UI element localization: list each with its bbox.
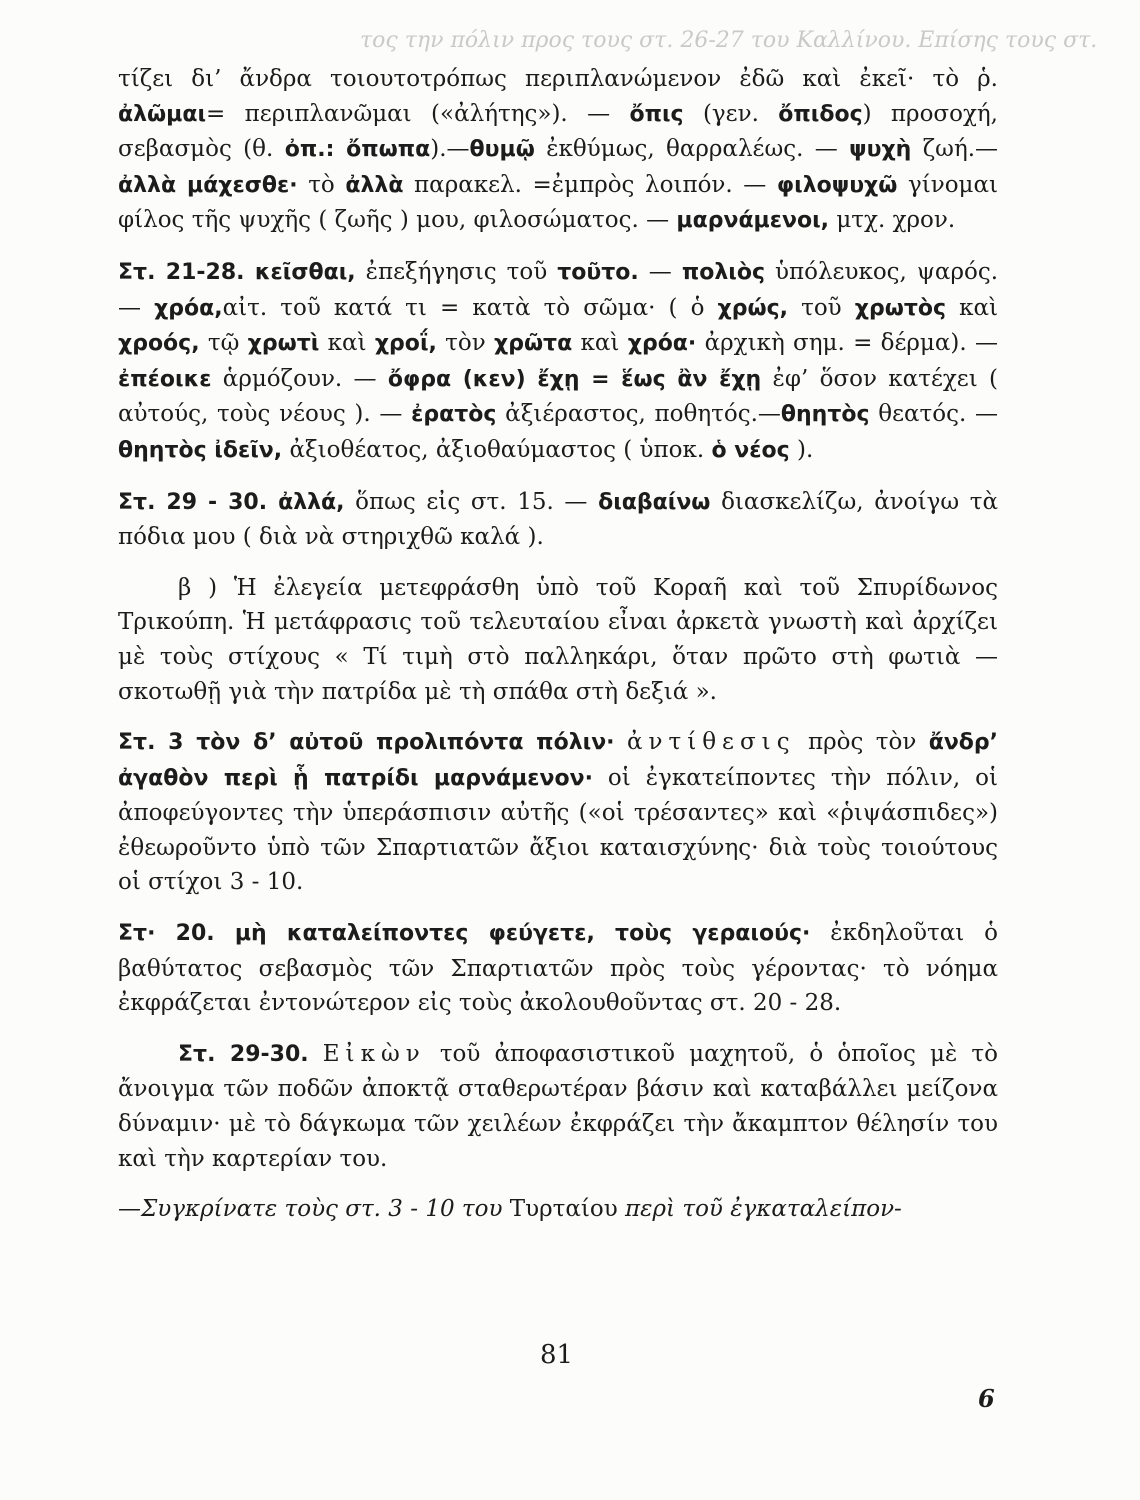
- page-number: 81: [540, 1340, 574, 1370]
- paragraph-compare: —Συγκρίνατε τοὺς στ. 3 - 10 του Τυρταίου περὶ τοῦ ἐγκαταλείπον-: [118, 1196, 902, 1223]
- signature-mark: 6: [978, 1384, 995, 1413]
- paragraph-verses-21-28: Στ. 21-28. κεῖσθαι, ἐπεξήγησις τοῦ τοῦτο. — πολιὸς ὑπόλευκος, ψαρός. — χρόα,αἰτ. τοῦ κατά τι = κατὰ τὸ σῶμα· ( ὁ χρώς, τοῦ χρωτὸς καὶ χροός, τῷ χρωτὶ καὶ χροΐ, τὸν χρῶτα καὶ χρόα· ἀρχικὴ σημ. = δέρμα). — ἐπέοικε ἁρμόζουν. — ὄφρα (κεν) ἔχῃ = ἕως ἂν ἔχῃ ἐφ’ ὅσον κατέχει ( αὐτούς, τοὺς νέους ). — ἐρατὸς ἀξιέραστος, ποθητός.—θηητὸς θεατός. — θηητὸς ἰδεῖν, ἀξιοθέατος, ἀξιοθαύμαστος ( ὑποκ. ὁ νέος ).: [118, 258, 999, 463]
- page-body: [118, 62, 998, 1227]
- paragraph-verses-29-30: Στ. 29 - 30. ἀλλά, ὅπως εἰς στ. 15. — διαβαίνω διασκελίζω, ἀνοίγω τὰ πόδια μου ( διὰ νὰ στηριχθῶ καλά ).: [118, 488, 998, 551]
- paragraph-verses-29-30-image: Στ. 29-30. Εἰκὼν τοῦ ἀποφασιστικοῦ μαχητοῦ, ὁ ὁποῖος μὲ τὸ ἄνοιγμα τῶν ποδῶν ἀποκτᾷ σταθερωτέραν βάσιν καὶ καταβάλλει μείζονα δύναμιν· μὲ τὸ δάγκωμα τῶν χειλέων ἐκφράζει τὴν ἄκαμπτον θέλησίν του καὶ τὴν καρτερίαν του.: [118, 1040, 998, 1172]
- paragraph-verse-3: Στ. 3 τὸν δ’ αὐτοῦ προλιπόντα πόλιν· ἀντίθεσις πρὸς τὸν ἄνδρ’ ἀγαθὸν περὶ ᾗ πατρίδι μαρνάμενον· οἱ ἐγκατείποντες τὴν πόλιν, οἱ ἀποφεύγοντες τὴν ὑπεράσπισιν αὐτῆς («οἱ τρέσαντες» καὶ «ῥιψάσπιδες») ἐθεωροῦντο ὑπὸ τῶν Σπαρτιατῶν ἄξιοι καταισχύνης· διὰ τοὺς τοιούτους οἱ στίχοι 3 - 10.: [118, 729, 999, 896]
- paragraph-translation: β ) Ἡ ἐλεγεία μετεφράσθη ὑπὸ τοῦ Κοραῆ καὶ τοῦ Σπυρίδωνος Τρικούπη. Ἡ μετάφρασις τοῦ τελευταίου εἶναι ἀρκετὰ γνωστὴ καὶ ἀρχίζει μὲ τοὺς στίχους « Τί τιμὴ στὸ παλληκάρι, ὅταν πρῶτο στὴ φωτιὰ — σκοτωθῇ γιὰ τὴν πατρίδα μὲ τὴ σπάθα στὴ δεξιά ».: [118, 574, 998, 705]
- paragraph-glossary-1: τίζει δι’ ἄνδρα τοιουτοτρόπως περιπλανώμενον ἐδῶ καὶ ἐκεῖ· τὸ ῥ. ἀλῶμαι= περιπλανῶμαι («ἀλήτης»). — ὄπις (γεν. ὄπιδος) προσοχή, σεβασμὸς (θ. ὀπ.: ὄπωπα).—θυμῷ ἐκθύμως, θαρραλέως. — ψυχὴ ζωή.— ἀλλὰ μάχεσθε· τὸ ἀλλὰ παρακελ. =ἐμπρὸς λοιπόν. — φιλοψυχῶ γίνομαι φίλος τῆς ψυχῆς ( ζωῆς ) μου, φιλοσώματος. — μαρνάμενοι, μτχ. χρον.: [118, 66, 999, 234]
- paragraph-verse-20: Στ· 20. μὴ καταλείποντες φεύγετε, τοὺς γεραιούς· ἐκδηλοῦται ὁ βαθύτατος σεβασμὸς τῶν Σπαρτιατῶν πρὸς τοὺς γέροντας· τὸ νόημα ἐκφράζεται ἐντονώτερον εἰς τοὺς ἀκολουθοῦντας στ. 20 - 28.: [118, 920, 999, 1017]
- bleed-through-text: τος την πόλιν προς τους στ. 26-27 του Καλλίνου. Επίσης τους στ.: [360, 28, 1098, 53]
